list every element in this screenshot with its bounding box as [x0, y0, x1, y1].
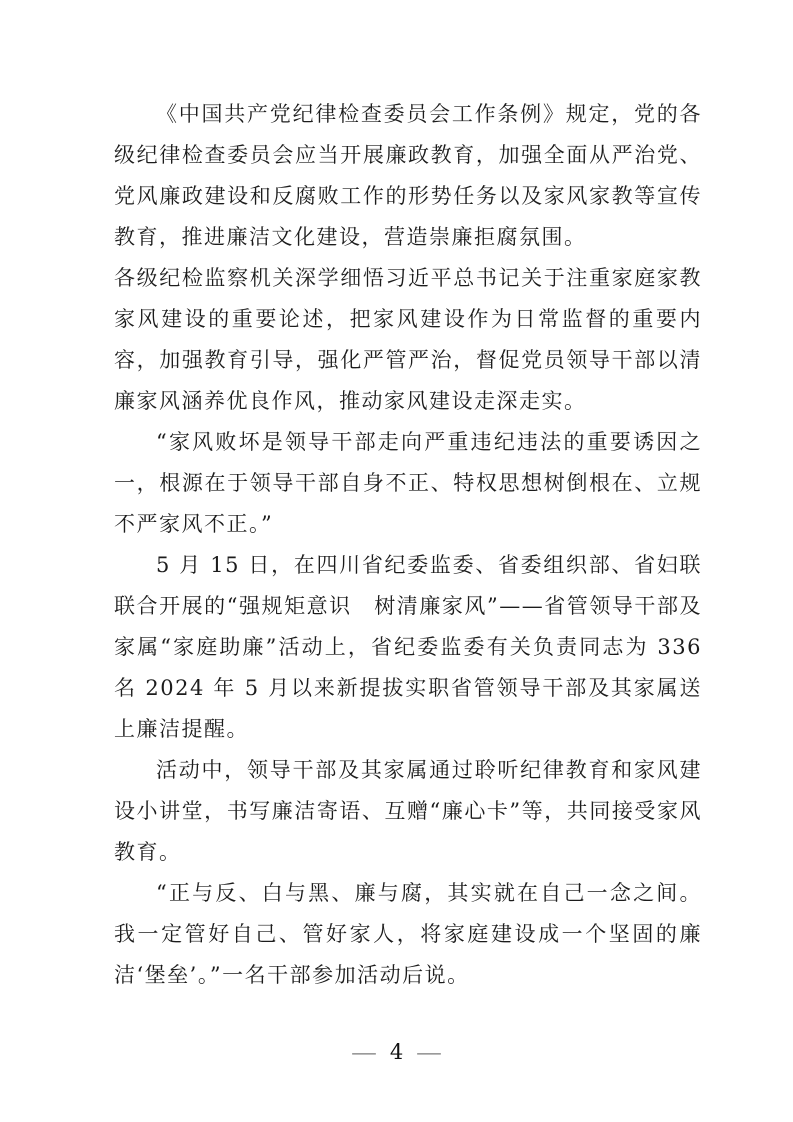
- paragraph-cadre-quote: “正与反、白与黑、廉与腐，其实就在自己一念之间。我一定管好自己、管好家人，将家庭建设成一个坚固的廉洁‘堡垒’。”一名干部参加活动后说。: [114, 881, 702, 987]
- document-body: [114, 94, 702, 996]
- footer-dash-left: —: [350, 1040, 377, 1064]
- page-footer: [0, 1038, 793, 1066]
- paragraph-activity-details: 活动中，领导干部及其家属通过聆听纪律教育和家风建设小讲堂，书写廉洁寄语、互赠“廉心卡”等，共同接受家风教育。: [114, 758, 702, 864]
- paragraph-quote-family-style: “家风败坏是领导干部走向严重违纪违法的重要诱因之一，根源在于领导干部自身不正、特权思想树倒根在、立规不严家风不正。”: [114, 430, 702, 536]
- paragraph-may15-event: 5 月 15 日，在四川省纪委监委、省委组织部、省妇联联合开展的“强规矩意识 树清廉家风”——省管领导干部及家属“家庭助廉”活动上，省纪委监委有关负责同志为 336 名 2024 年 5 月以来新提拔实职省管领导干部及其家属送上廉洁提醒。: [114, 553, 702, 741]
- page-number: 4: [389, 1040, 404, 1064]
- paragraph-discipline-organs: 各级纪检监察机关深学细悟习近平总书记关于注重家庭家教家风建设的重要论述，把家风建设作为日常监督的重要内容，加强教育引导，强化严管严治，督促党员领导干部以清廉家风涵养优良作风，推动家风建设走深走实。: [114, 266, 702, 413]
- footer-dash-right: —: [416, 1040, 443, 1064]
- paragraph-regulation: 《中国共产党纪律检查委员会工作条例》规定，党的各级纪律检查委员会应当开展廉政教育，加强全面从严治党、党风廉政建设和反腐败工作的形势任务以及家风家教等宣传教育，推进廉洁文化建设，营造崇廉拒腐氛围。: [114, 102, 702, 249]
